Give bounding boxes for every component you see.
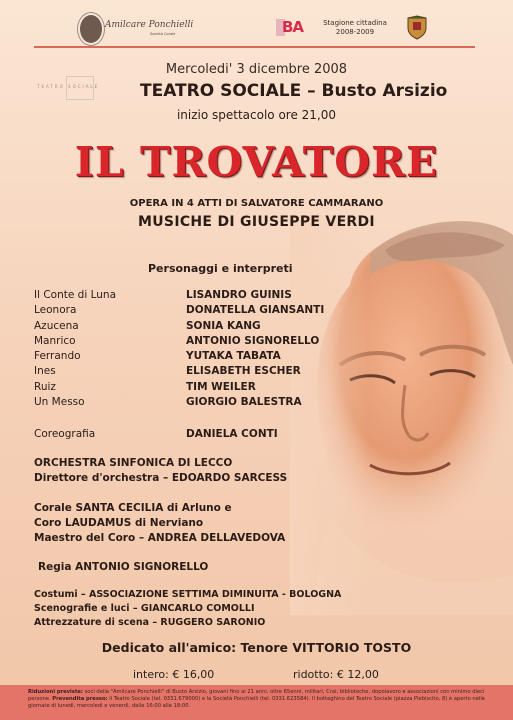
cast-role: Un Messo (34, 396, 85, 409)
season-line-1: Stagione cittadina (323, 19, 387, 27)
footer-reductions-text: soci della "Amilcare Ponchielli" di Busto Arsizio, giovani fino ai 21 anni, oltre 65enni, militari, Cral, biblioteche, dopolavoro e associazioni con minimo dieci persone. (28, 689, 485, 702)
composer-credit: MUSICHE DI GIUSEPPE VERDI (138, 214, 375, 230)
cast-performer: TIM WEILER (186, 380, 256, 393)
venue: TEATRO SOCIALE – Busto Arsizio (140, 81, 448, 101)
price-full: intero: € 16,00 (133, 668, 215, 681)
cast-performer: DONATELLA GIANSANTI (186, 304, 325, 317)
choir-master: Maestro del Coro – ANDREA DELLAVEDOVA (34, 532, 286, 544)
composer-portrait-icon (78, 13, 104, 45)
cast-role: Ines (34, 365, 56, 378)
footer-presale-text: il Teatro Sociale (tel. 0331.679000) e la Società Ponchielli (tel. 0331.623584). Il botteghino del Teatro Sociale (piazza Plebiscito, 8) è aperto nelle giornate di lunedì, mercoledì e venerdì, dalle 16:00 alle 18:00. (28, 696, 485, 709)
cast-row (34, 381, 334, 396)
crest-icon (406, 13, 428, 40)
conductor: Direttore d'orchestra – EDOARDO SARCESS (34, 472, 288, 484)
cast-role: Il Conte di Luna (34, 289, 117, 301)
cast-row (34, 396, 334, 411)
dedication: Dedicato all'amico: Tenore VITTORIO TOSTO (101, 640, 412, 655)
event-date: Mercoledi' 3 dicembre 2008 (165, 62, 348, 77)
cast-role: Leonora (34, 304, 77, 317)
header-divider (34, 46, 475, 48)
cast-performer: GIORGIO BALESTRA (186, 396, 302, 409)
ba-logo-text: BA (282, 18, 304, 36)
opera-subtitle: OPERA IN 4 ATTI DI SALVATORE CAMMARANO (129, 198, 384, 209)
season-label (316, 19, 394, 37)
cast-performer: LISANDRO GUINIS (186, 289, 292, 301)
cast-row (34, 320, 334, 335)
orchestra: ORCHESTRA SINFONICA DI LECCO (34, 457, 233, 469)
tenor-portrait-image (290, 215, 513, 615)
footer-presale-label: Prevendita presso: (52, 696, 108, 702)
footer-reductions-label: Riduzioni previste: (28, 689, 83, 695)
price-reduced: ridotto: € 12,00 (293, 668, 379, 681)
teatro-logo-text: TEATRO SOCIALE (37, 84, 100, 89)
cast-performer: ANTONIO SIGNORELLO (186, 334, 320, 347)
cast-row (34, 304, 334, 319)
cast-row (34, 365, 334, 380)
cast-role: Manrico (34, 334, 76, 347)
choreography-name: DANIELA CONTI (186, 428, 278, 440)
choreography-label: Coreografia (34, 428, 96, 440)
cast-performer: SONIA KANG (186, 319, 261, 332)
footer-info (0, 685, 513, 720)
opera-title: IL TROVATORE (74, 138, 439, 186)
start-time: inizio spettacolo ore 21,00 (176, 108, 337, 122)
choir-line-2: Coro LAUDAMUS di Nerviano (34, 517, 204, 529)
cast-row (34, 289, 334, 304)
cast-role: Ruiz (34, 380, 56, 393)
ba-logo (276, 19, 310, 37)
cast-row (34, 350, 334, 365)
cast-row (34, 335, 334, 350)
season-line-2: 2008-2009 (335, 28, 375, 36)
cast-performer: ELISABETH ESCHER (186, 365, 301, 378)
ponchielli-logo-text: Amilcare Ponchielli (105, 20, 194, 30)
cast-role: Ferrando (34, 350, 81, 363)
costumes: Costumi – ASSOCIAZIONE SETTIMA DIMINUITA - BOLOGNA (34, 589, 342, 600)
director: Regia ANTONIO SIGNORELLO (38, 561, 209, 573)
choir-line-1: Corale SANTA CECILIA di Arluno e (34, 502, 232, 514)
scenography: Scenografie e luci – GIANCARLO COMOLLI (34, 603, 255, 614)
cast-performer: YUTAKA TABATA (186, 350, 281, 363)
cast-role: Azucena (34, 319, 79, 332)
cast-heading: Personaggi e interpreti (148, 262, 293, 275)
ponchielli-logo-subtext: Società Corale (150, 32, 176, 36)
props: Attrezzature di scena – RUGGERO SARONIO (34, 617, 266, 628)
cast-list (34, 289, 334, 411)
